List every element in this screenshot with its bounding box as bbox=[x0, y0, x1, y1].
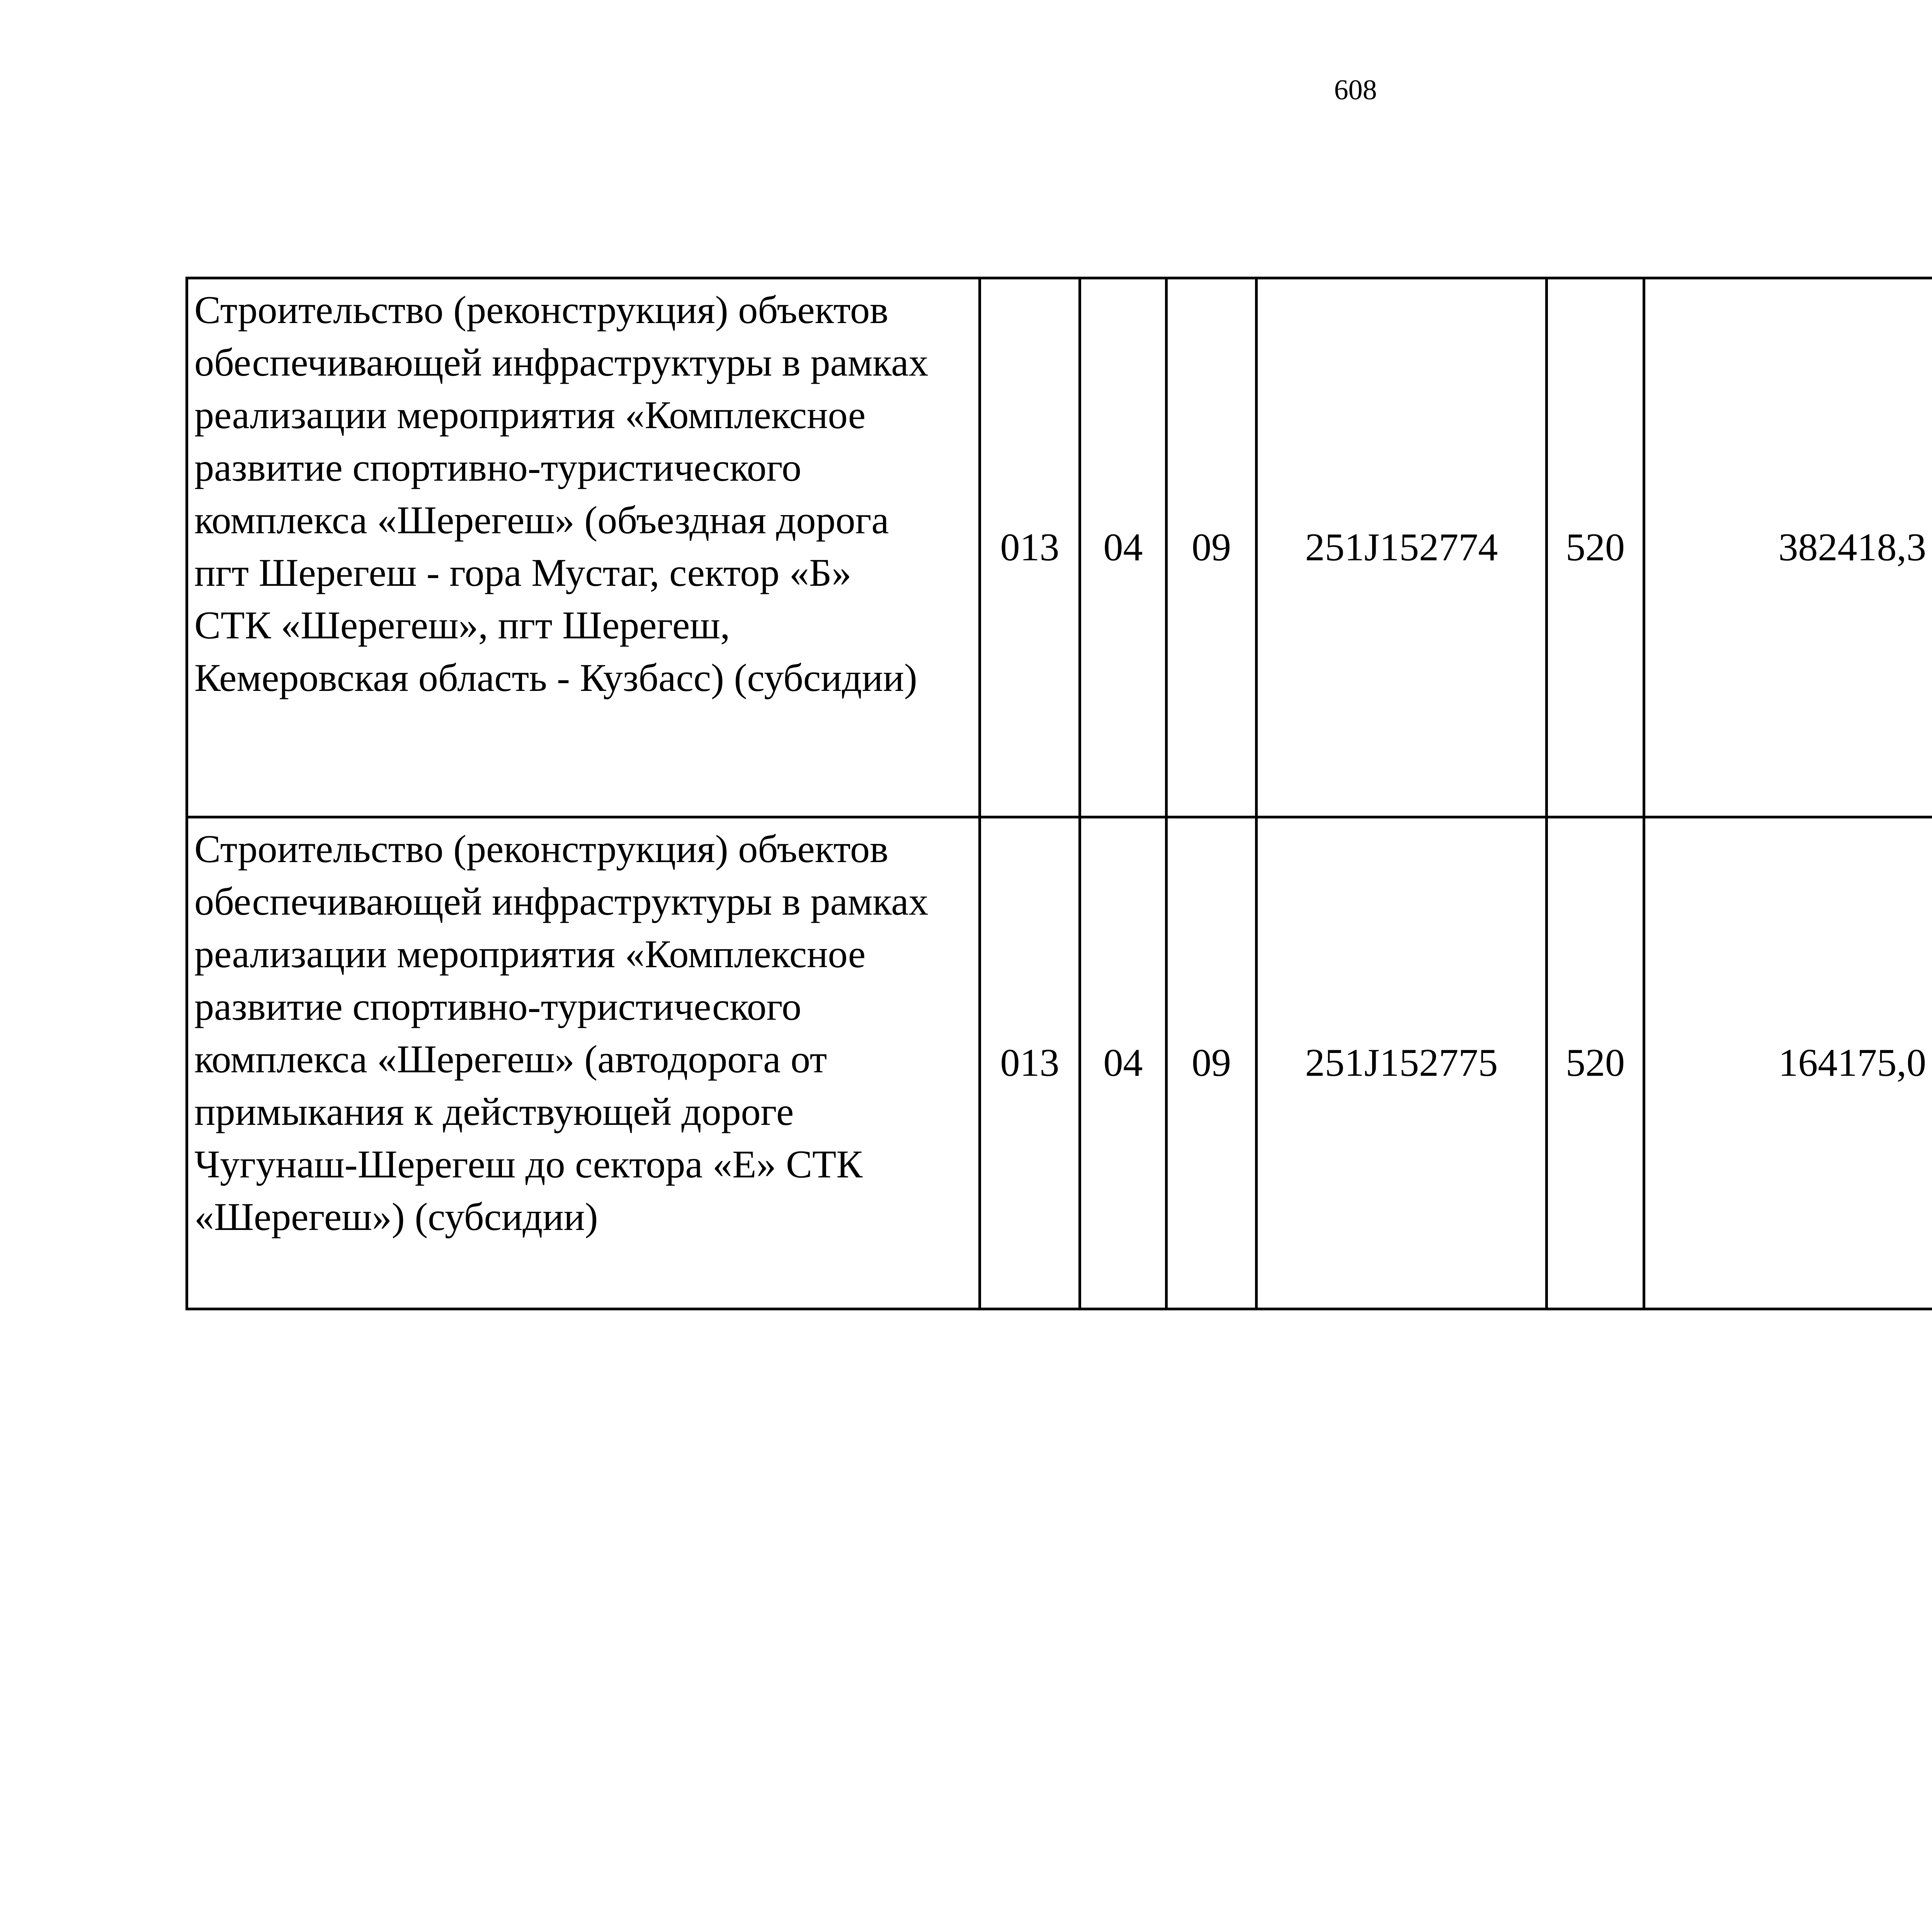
table-row bbox=[187, 278, 1932, 817]
page-number: 608 bbox=[1334, 74, 1377, 106]
subsection-code-cell: 09 bbox=[1167, 278, 1257, 817]
expense-name-line: Чугунаш-Шерегеш до сектора «Е» СТК bbox=[194, 1143, 863, 1186]
expense-name-line: «Шерегеш») (субсидии) bbox=[194, 1195, 598, 1239]
expense-name-line: комплекса «Шерегеш» (объездная дорога bbox=[194, 498, 889, 542]
expense-name-line: комплекса «Шерегеш» (автодорога от bbox=[194, 1038, 827, 1081]
section-code-cell: 04 bbox=[1080, 817, 1167, 1309]
target-article-cell: 251J152775 bbox=[1257, 817, 1547, 1309]
expense-name-line: пгт Шерегеш - гора Мустаг, сектор «Б» bbox=[194, 551, 852, 595]
expense-name-line: Кемеровская область - Кузбасс) (субсидии) bbox=[194, 656, 917, 700]
amount-cell-1: 382418,3 bbox=[1644, 278, 1932, 817]
expense-name-cell bbox=[187, 278, 980, 817]
expense-name-line: развитие спортивно-туристического bbox=[194, 446, 801, 490]
budget-table bbox=[185, 277, 1932, 1310]
section-code-cell: 04 bbox=[1080, 278, 1167, 817]
amount-cell-1: 164175,0 bbox=[1644, 817, 1932, 1309]
expense-name-line: примыкания к действующей дороге bbox=[194, 1090, 794, 1134]
expense-type-cell: 520 bbox=[1547, 817, 1644, 1309]
expense-name-line: СТК «Шерегеш», пгт Шерегеш, bbox=[194, 604, 730, 647]
target-article-cell: 251J152774 bbox=[1257, 278, 1547, 817]
table-row bbox=[187, 817, 1932, 1309]
expense-name-line: развитие спортивно-туристического bbox=[194, 985, 801, 1029]
expense-type-cell: 520 bbox=[1547, 278, 1644, 817]
expense-name-line: обеспечивающей инфраструктуры в рамках bbox=[194, 341, 929, 384]
expense-name-line: реализации мероприятия «Комплексное bbox=[194, 393, 866, 437]
expense-name-line: Строительство (реконструкция) объектов bbox=[194, 288, 889, 332]
ministry-code-cell: 013 bbox=[980, 817, 1080, 1309]
expense-name-line: обеспечивающей инфраструктуры в рамках bbox=[194, 880, 929, 924]
expense-name-line: реализации мероприятия «Комплексное bbox=[194, 932, 866, 976]
expense-name-cell bbox=[187, 817, 980, 1309]
subsection-code-cell: 09 bbox=[1167, 817, 1257, 1309]
ministry-code-cell: 013 bbox=[980, 278, 1080, 817]
expense-name-line: Строительство (реконструкция) объектов bbox=[194, 827, 889, 871]
